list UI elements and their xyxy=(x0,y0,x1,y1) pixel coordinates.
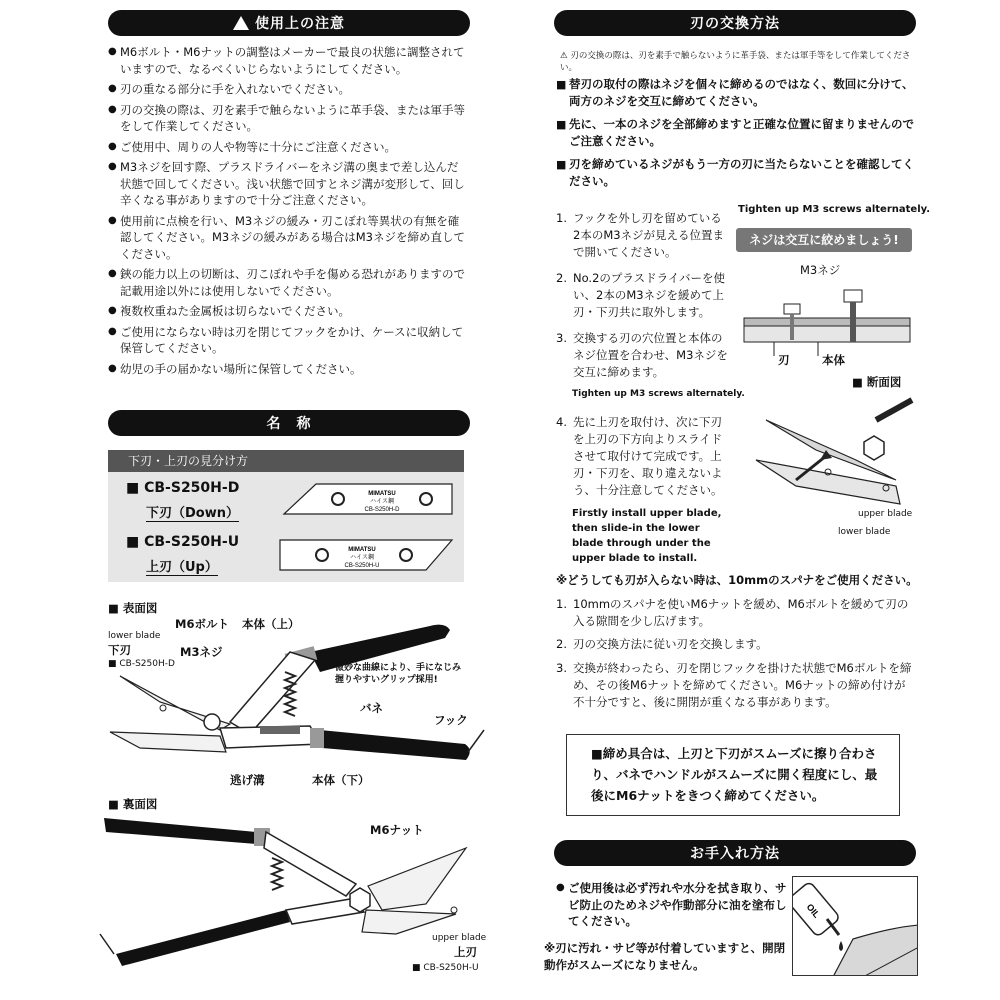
blade-down-brand-sub: ハイス鋼 xyxy=(370,498,394,505)
caution-item: ● M6ボルト・M6ナットの調整はメーカーで最良の状態に調整されていますので、なるべくいじらないようにしてください。 xyxy=(108,44,468,77)
exchange-note: ■ 先に、一本のネジを全部締めますと正確な位置に留まりませんのでご注意ください。 xyxy=(556,116,916,150)
front-lower-blade-code: ■ CB-S250H-D xyxy=(108,659,175,669)
caution-item: ● 鋏の能力以上の切断は、刃こぼれや手を傷める恐れがありますので記載用途以外には使用しないでください。 xyxy=(108,266,468,299)
exchange-notes xyxy=(556,76,916,196)
blade-up-code: ■ CB-S250H-U xyxy=(126,534,240,550)
care-item: ● ご使用後は必ず汚れや水分を拭き取り、サビ防止のためネジや作動部分に油を塗布してください。 xyxy=(556,880,788,930)
cross-body-label: 本体 xyxy=(822,353,845,367)
caution-item: ● ご使用にならない時は刃を閉じてフックをかけ、ケースに収納して保管してください。 xyxy=(108,324,468,357)
blade-up-label: 上刃（Up） xyxy=(146,556,218,576)
blade-down-drawing xyxy=(276,478,456,522)
caution-item: ● 刃の重なる部分に手を入れないでください。 xyxy=(108,81,468,98)
front-lower-blade-jp: 下刃 xyxy=(108,643,131,657)
caution-item: ● 使用前に点検を行い、M3ネジの緩み・刃こぼれ等異状の有無を確認してください。M3ネジの緩みがある場合はM3ネジを締め直してください。 xyxy=(108,213,468,263)
exchange-note: ■ 刃を締めているネジがもう一方の刃に当たらないことを確認してください。 xyxy=(556,156,916,190)
care-note: ※刃に汚れ・サビ等が付着していますと、開閉動作がスムーズになりません。 xyxy=(544,941,786,972)
exchange-note: ■ 替刃の取付の際はネジを個々に締めるのではなく、数回に分けて、両方のネジを交互に締めてください。 xyxy=(556,76,916,110)
install-lower-blade: lower blade xyxy=(838,527,891,537)
spanner-step-1: 1. 10mmのスパナを使いM6ナットを緩め、M6ボルトを緩めて刃の入る隙間を少し広げます。 xyxy=(556,597,909,628)
spanner-step-3: 3. 交換が終わったら、刃を閉じフックを掛けた状態でM6ボルトを締め、その後M6ナットを締めてください。M6ナットの締め付けが不十分ですと、後に開閉が重くなる事があります。 xyxy=(556,661,912,709)
caution-item: ● M3ネジを回す際、プラスドライバーをネジ溝の奥まで差し込んだ状態で回してください。浅い状態で回すとネジ溝が変形して、回し辛くなる事がありますので十分ご注意ください。 xyxy=(108,159,468,209)
spanner-note: ※どうしても刃が入らない時は、10mmのスパナをご使用ください。 xyxy=(556,573,918,587)
back-upper-blade-en: upper blade xyxy=(432,933,487,943)
blade-id-panel xyxy=(108,450,464,582)
blade-down-stamp: CB-S250H-D xyxy=(364,507,400,513)
install-upper-blade: upper blade xyxy=(858,509,913,519)
back-view-scissors xyxy=(96,814,486,974)
front-lower-blade-en: lower blade xyxy=(108,631,161,641)
front-spring: バネ xyxy=(360,701,383,715)
warning-icon: ⚠ xyxy=(560,51,571,61)
exchange-warning: ⚠ 刃の交換の際は、刃を素手で触らないように革手袋、または軍手等をして作業してください。 xyxy=(560,51,911,73)
caution-item: ● 刃の交換の際は、刃を素手で触らないように革手袋、または軍手等をして作業してください。 xyxy=(108,102,468,135)
front-m3-screw: M3ネジ xyxy=(180,645,223,659)
blade-up-brand-sub: ハイス鋼 xyxy=(350,554,374,561)
blade-up-brand: MIMATSU xyxy=(348,547,376,553)
caution-item: ● ご使用中、周りの人や物等に十分にご注意ください。 xyxy=(108,139,468,156)
care-header: お手入れ方法 xyxy=(554,840,916,866)
tightness-text: ■締め具合は、上刃と下刃がスムーズに擦り合わさり、バネでハンドルがスムーズに開く程度にし、最後にM6ナットをきつく締めてください。 xyxy=(591,746,878,803)
front-hook: フック xyxy=(434,713,468,727)
tighten-jp-banner: ネジは交互に絞めましょう! xyxy=(736,228,912,252)
back-m6-nut: M6ナット xyxy=(370,823,424,837)
blade-up-stamp: CB-S250H-U xyxy=(344,563,380,569)
oil-label: OIL xyxy=(804,901,822,920)
caution-list xyxy=(108,44,468,381)
cross-section-title: ■ 断面図 xyxy=(852,375,902,389)
caution-item: ● 複数枚重ねた金属板は切らないでください。 xyxy=(108,303,468,320)
front-escape-groove: 逃げ溝 xyxy=(230,773,265,787)
front-body-bottom: 本体（下） xyxy=(312,773,370,787)
blade-down-brand: MIMATSU xyxy=(368,491,396,497)
back-upper-blade-jp: 上刃 xyxy=(454,945,477,959)
tightness-box xyxy=(566,734,900,816)
tighten-en-1: Tighten up M3 screws alternately. xyxy=(738,204,931,215)
exchange-step-1: 1. フックを外し刃を留めている2本のM3ネジが見える位置まで開いてください。 xyxy=(556,211,725,259)
blade-up-drawing xyxy=(276,534,456,578)
install-en: Firstly install upper blade, then slide-in the lower blade through under the upper blade to install. xyxy=(572,508,722,564)
tighten-en-2: Tighten up M3 screws alternately. xyxy=(572,389,745,399)
back-upper-blade-code: ■ CB-S250H-U xyxy=(412,963,479,973)
front-view-title: ■ 表面図 xyxy=(108,601,158,615)
front-body-top: 本体（上） xyxy=(242,617,300,631)
blade-id-title: 下刃・上刃の見分け方 xyxy=(108,450,464,472)
blade-down-label: 下刃（Down） xyxy=(146,502,239,522)
cross-section-drawing xyxy=(744,280,914,360)
caution-header: 使用上の注意 xyxy=(108,10,470,36)
blade-down-code: ■ CB-S250H-D xyxy=(126,480,240,496)
cross-m3-label: M3ネジ xyxy=(800,263,841,277)
front-m6-bolt: M6ボルト xyxy=(175,617,229,631)
spanner-step-2: 2. 刃の交換方法に従い刃を交換します。 xyxy=(556,637,768,651)
warning-icon xyxy=(233,16,249,30)
caution-item: ● 幼児の手の届かない場所に保管してください。 xyxy=(108,361,468,378)
exchange-step-2: 2. No.2のプラスドライバーを使い、2本のM3ネジを緩めて上刃・下刃共に取外します。 xyxy=(556,271,725,319)
oil-illustration xyxy=(792,876,918,976)
back-view-title: ■ 裏面図 xyxy=(108,797,158,811)
oil-bottle-icon xyxy=(793,877,918,976)
cross-blade-label: 刃 xyxy=(778,353,790,367)
exchange-header: 刃の交換方法 xyxy=(554,10,916,36)
names-header: 名 称 xyxy=(108,410,470,436)
exchange-step-4: 4. 先に上刃を取付け、次に下刃を上刃の下方向よりスライドさせて取付けて完成です。上刃・下刃を、取り違えないよう、十分注意してください。 xyxy=(556,415,723,497)
front-grip-note: 微妙な曲線により、手になじみ握りやすいグリップ採用! xyxy=(335,663,462,685)
exchange-step-3: 3. 交換する刃の穴位置と本体のネジ位置を合わせ、M3ネジを交互に締めます。 xyxy=(556,331,728,379)
